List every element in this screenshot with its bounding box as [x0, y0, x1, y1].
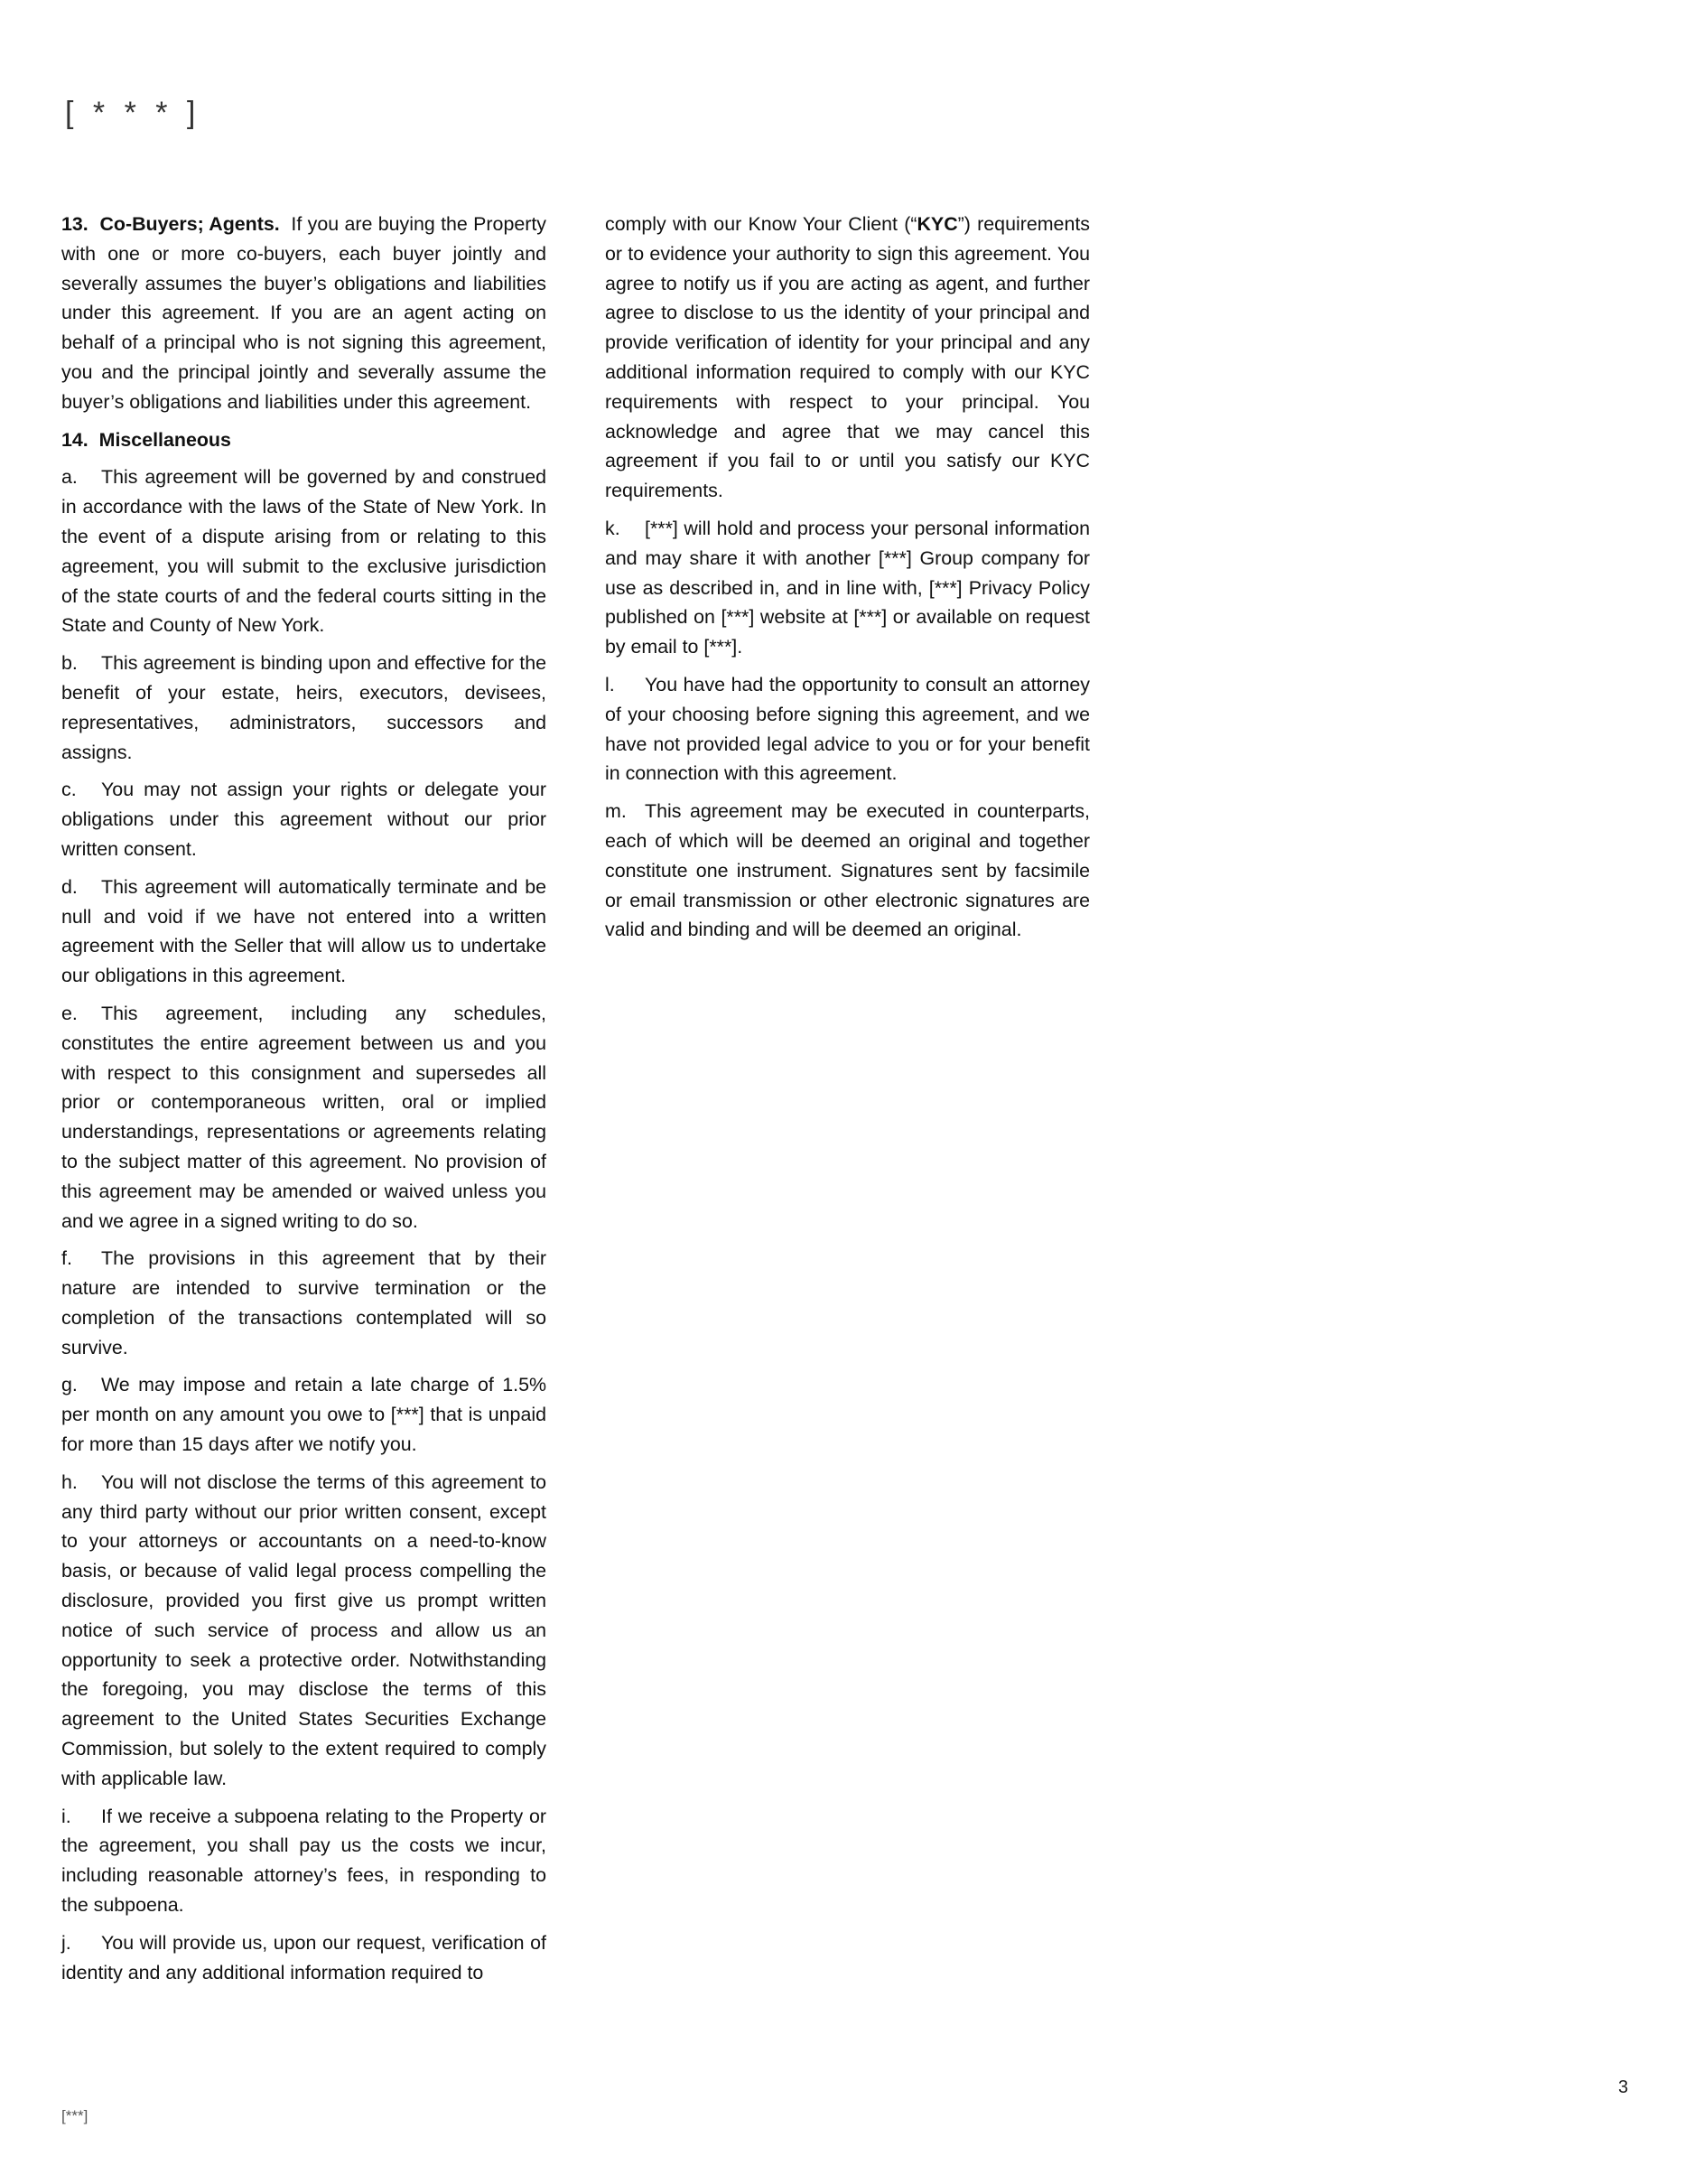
- clause-m: [605, 797, 1090, 945]
- page-number: 3: [1618, 2077, 1629, 2097]
- clause-text: We may impose and retain a late charge of 1.5% per month on any amount you owe to [***] that is unpaid for more than 15 days after we notify you.: [61, 1374, 546, 1456]
- clause-text: comply with our Know Your Client (“: [605, 213, 917, 235]
- clause-c: [61, 775, 546, 863]
- clause-h: [61, 1468, 546, 1794]
- clause-text: This agreement is binding upon and effective for the benefit of your estate, heirs, executors, devisees, representatives, administrators, successors and assigns.: [61, 652, 546, 763]
- clause-letter: h.: [61, 1470, 78, 1493]
- left-column: [61, 210, 546, 1995]
- header-redaction-mark: [ * * * ]: [65, 96, 201, 130]
- clause-j-continued: [605, 210, 1090, 506]
- clause-d: [61, 873, 546, 991]
- kyc-term: KYC: [917, 213, 958, 235]
- section-14-title: Miscellaneous: [98, 428, 231, 451]
- clause-g: [61, 1370, 546, 1459]
- clause-text: The provisions in this agreement that by their nature are intended to survive termination or the completion of the transactions contemplated will so survive.: [61, 1247, 546, 1358]
- clause-text: ”) requirements or to evidence your authority to sign this agreement. You agree to notify us if you are acting as agent, and further agree to disclose to us the identity of your principal and provide verification of identity for your principal and any additional information required to comply with our KYC requirements with respect to your principal. You acknowledge and agree that we may cancel this agreement if you fail to or until you satisfy our KYC requirements.: [605, 213, 1090, 502]
- clause-text: You have had the opportunity to consult an attorney of your choosing before signing this agreement, and we have not provided legal advice to you or for your benefit in connection with this agreement.: [605, 673, 1090, 785]
- clause-text: This agreement will be governed by and construed in accordance with the laws of the State of New York. In the event of a dispute arising from or relating to this agreement, you will submit to the exclusive jurisdiction of the state courts of and the federal courts sitting in the State and County of New York.: [61, 466, 546, 637]
- clause-letter: c.: [61, 779, 77, 801]
- clause-letter: i.: [61, 1805, 71, 1827]
- section-13-title: Co-Buyers; Agents.: [99, 213, 280, 235]
- clause-letter: b.: [61, 652, 78, 675]
- clause-text: This agreement will automatically terminate and be null and void if we have not entered into a written agreement with the Seller that will allow us to undertake our obligations in this agreement.: [61, 875, 546, 987]
- clause-letter: k.: [605, 517, 620, 539]
- section-14-number: 14.: [61, 428, 88, 451]
- clause-letter: j.: [61, 1931, 71, 1954]
- clause-letter: g.: [61, 1374, 78, 1396]
- clause-l: [605, 670, 1090, 789]
- clause-letter: f.: [61, 1247, 72, 1270]
- section-13-number: 13.: [61, 213, 88, 235]
- clause-letter: a.: [61, 466, 78, 489]
- clause-letter: e.: [61, 1002, 78, 1024]
- clause-e: [61, 999, 546, 1236]
- clause-b: [61, 649, 546, 767]
- clause-k: [605, 514, 1090, 662]
- clause-f: [61, 1244, 546, 1362]
- clause-i: [61, 1802, 546, 1920]
- right-column: [605, 210, 1090, 953]
- clause-text: This agreement, including any schedules, constitutes the entire agreement between us and you with respect to this consignment and supersedes all prior or contemporaneous written, oral or implied understandings, representations or agreements relating to the subject matter of this agreement. No provision of this agreement may be amended or waived unless you and we agree in a signed writing to do so.: [61, 1002, 546, 1232]
- section-13-text: If you are buying the Property with one or more co-buyers, each buyer jointly and severally assumes the buyer’s obligations and liabilities under this agreement. If you are an agent acting on behalf of a principal who is not signing this agreement, you and the principal jointly and severally assume the buyer’s obligations and liabilities under this agreement.: [61, 213, 546, 413]
- clause-text: If we receive a subpoena relating to the Property or the agreement, you shall pay us the costs we incur, including reasonable attorney’s fees, in responding to the subpoena.: [61, 1805, 546, 1917]
- clause-text: You may not assign your rights or delegate your obligations under this agreement without our prior written consent.: [61, 779, 546, 860]
- clause-a: [61, 462, 546, 640]
- clause-text: This agreement may be executed in counterparts, each of which will be deemed an original and together constitute one instrument. Signatures sent by facsimile or email transmission or other electronic signatures are valid and binding and will be deemed an original.: [605, 800, 1090, 941]
- clause-j-start: [61, 1928, 546, 1988]
- clause-letter: l.: [605, 673, 615, 695]
- clause-letter: m.: [605, 800, 627, 823]
- footer-redaction-mark: [***]: [61, 2107, 88, 2124]
- section-13: [61, 210, 546, 417]
- section-14-heading: [61, 425, 546, 455]
- clause-text: You will not disclose the terms of this agreement to any third party without our prior written consent, except to your attorneys or accountants on a need-to-know basis, or because of valid legal process compelling the disclosure, provided you first give us prompt written notice of such service of process and allow us an opportunity to seek a protective order. Notwithstanding the foregoing, you may disclose the terms of this agreement to the United States Securities Exchange Commission, but solely to the extent required to comply with applicable law.: [61, 1470, 546, 1789]
- clause-letter: d.: [61, 875, 78, 898]
- clause-text: You will provide us, upon our request, verification of identity and any additional information required to: [61, 1931, 546, 1983]
- clause-text: [***] will hold and process your personal information and may share it with another [***] Group company for use as described in, and in line with, [***] Privacy Policy published on [***] website at [***] or available on request by email to [***].: [605, 517, 1090, 658]
